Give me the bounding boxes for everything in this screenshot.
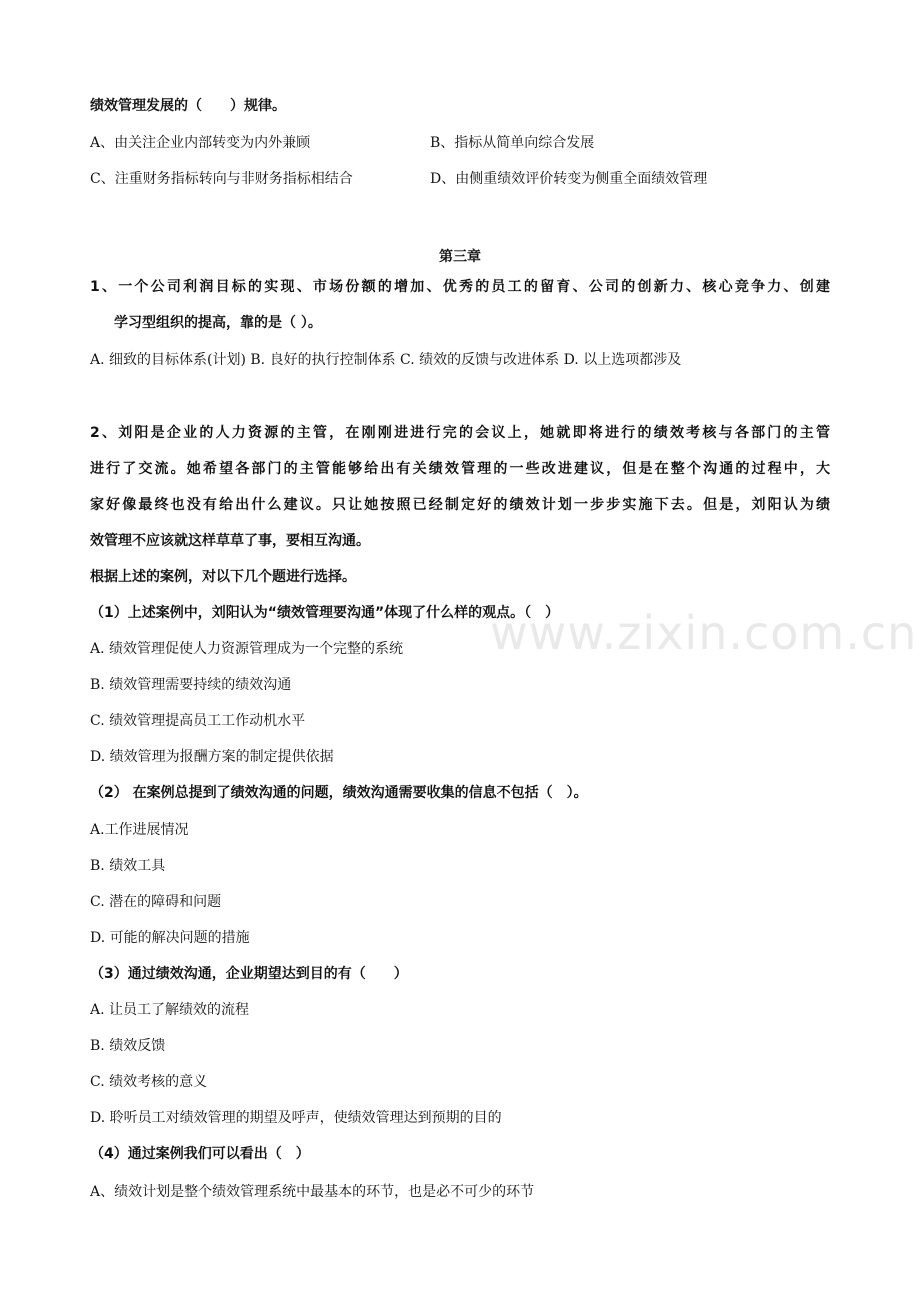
q2-case-line2: 进行了交流。她希望各部门的主管能够给出有关绩效管理的一些改进建议，但是在整个沟通的过程中，大 [90,461,830,477]
sub2-option-b: B. 绩效工具 [90,858,166,874]
sub1-option-b: B. 绩效管理需要持续的绩效沟通 [90,677,292,693]
sub3-option-b: B. 绩效反馈 [90,1038,166,1054]
sub1-option-d: D. 绩效管理为报酬方案的制定提供依据 [90,749,334,765]
prev-option-c: C、注重财务指标转向与非财务指标相结合 [90,171,353,187]
sub3-option-a: A. 让员工了解绩效的流程 [90,1002,250,1018]
sub2-option-c: C. 潜在的障碍和问题 [90,894,222,910]
sub2-option-d: D. 可能的解决问题的措施 [90,930,250,946]
sub1-stem: （1）上述案例中，刘阳认为“绩效管理要沟通”体现了什么样的观点。（ ） [90,605,560,621]
q2-case-line3: 家好像最终也没有给出什么建议。只让她按照已经制定好的绩效计划一步步实施下去。但是，刘阳认为绩 [90,497,830,513]
prev-option-d: D、由侧重绩效评价转变为侧重全面绩效管理 [430,171,708,187]
sub1-option-a: A. 绩效管理促使人力资源管理成为一个完整的系统 [90,641,404,657]
sub4-option-a: A、绩效计划是整个绩效管理系统中最基本的环节，也是必不可少的环节 [90,1184,535,1200]
prev-option-a: A、由关注企业内部转变为内外兼顾 [90,135,311,151]
watermark: www.zixin.com.cn [490,606,918,660]
sub2-option-a: A.工作进展情况 [90,822,189,838]
q2-instruction: 根据上述的案例，对以下几个题进行选择。 [90,569,356,585]
q1-options: A. 细致的目标体系(计划) B. 良好的执行控制体系 C. 绩效的反馈与改进体系 D. 以上选项都涉及 [90,352,682,368]
sub3-stem: （3）通过绩效沟通，企业期望达到目的有（ ） [90,966,408,982]
sub4-stem: （4）通过案例我们可以看出（ ） [90,1146,310,1162]
q1-stem-line2: 学习型组织的提高，靠的是（ ）。 [114,315,322,331]
q2-case-line4: 效管理不应该就这样草草了事，要相互沟通。 [90,533,370,549]
sub1-option-c: C. 绩效管理提高员工工作动机水平 [90,713,306,729]
q1-stem-line1: 1、一个公司利润目标的实现、市场份额的增加、优秀的员工的留育、公司的创新力、核心竞争力、创建 [90,279,830,295]
prev-question-stem: 绩效管理发展的（ ）规律。 [90,98,286,114]
prev-option-b: B、指标从简单向综合发展 [430,135,595,151]
sub3-option-c: C. 绩效考核的意义 [90,1074,208,1090]
q2-case-line1: 2、刘阳是企业的人力资源的主管，在刚刚进进行完的会议上，她就即将进行的绩效考核与各部门的主管 [90,425,830,441]
sub3-option-d: D. 聆听员工对绩效管理的期望及呼声，使绩效管理达到预期的目的 [90,1110,502,1126]
sub2-stem: （2） 在案例总提到了绩效沟通的问题，绩效沟通需要收集的信息不包括（ ）。 [90,785,588,801]
chapter-title: 第三章 [439,249,481,265]
